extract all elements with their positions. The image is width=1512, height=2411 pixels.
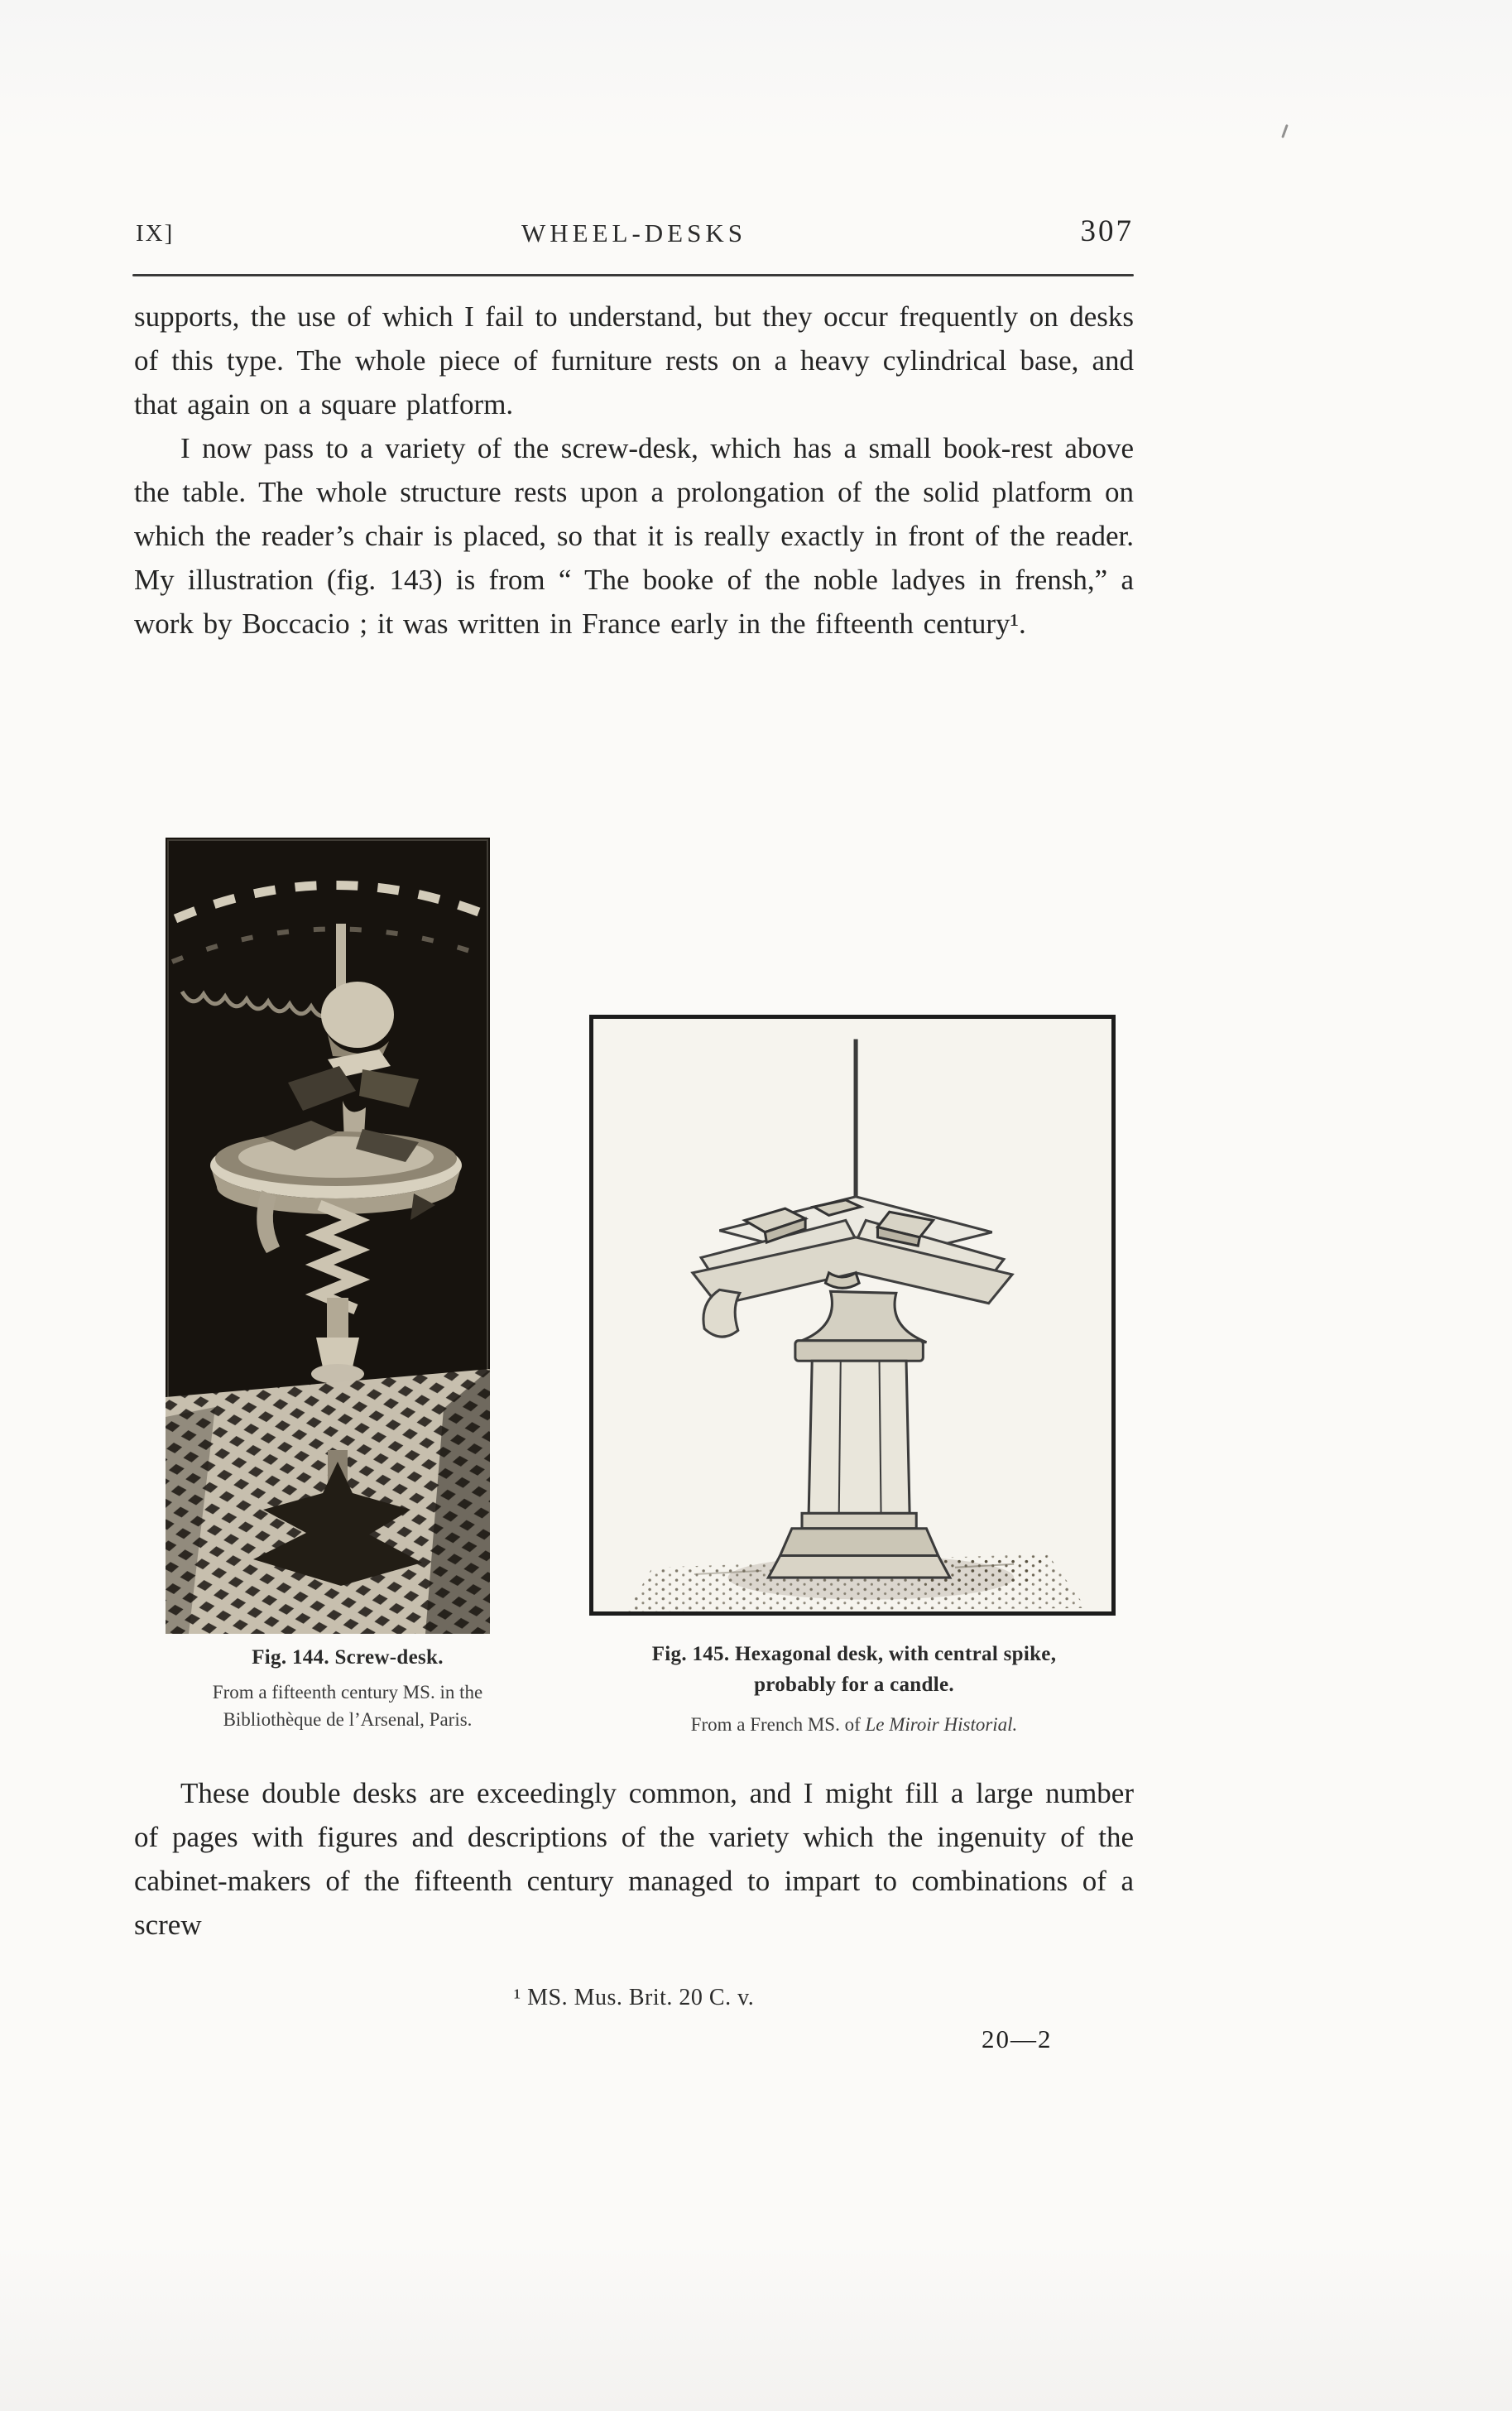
header-rule [132, 274, 1134, 276]
printers-signature: 20—2 [982, 2024, 1053, 2053]
caption-source-line [579, 1711, 1129, 1738]
chapter-number: IX] [136, 220, 175, 247]
caption-source-line: From a fifteenth century MS. in the [212, 1682, 483, 1703]
fig-144-image [166, 838, 490, 1634]
caption-title-line: Fig. 145. Hexagonal desk, with central spike, [651, 1643, 1057, 1665]
caption-source-line: Bibliothèque de l’Arsenal, Paris. [223, 1709, 473, 1730]
paragraph-double-desks: These double desks are exceedingly common, and I might fill a large number of pages with figures and descriptions of the variety which the ingenuity of the cabinet-makers of the fifteenth century managed to impart to combinations of a screw [134, 1777, 1134, 1941]
caption-source-title-italic: Le Miroir Historial. [865, 1714, 1018, 1735]
body-text-upper [134, 295, 1134, 646]
caption-title: Fig. 144. Screw-desk. [252, 1646, 444, 1669]
figure-145-hexagonal-desk [589, 1015, 1116, 1616]
caption-title-line: probably for a candle. [754, 1674, 954, 1696]
caption-source-prefix: From a French MS. of [690, 1714, 866, 1735]
footnote: ¹ MS. Mus. Brit. 20 C. v. [513, 1985, 755, 2010]
page-number: 307 [1080, 214, 1134, 248]
paragraph-screw-desk: I now pass to a variety of the screw-desk, which has a small book-rest above the table. The whole structure rests upon a prolongation of the solid platform on which the reader’s chair is placed, so that it is really exactly in front of the reader. My illustration (fig. 143) is from “ The booke of the noble ladyes in frensh,” a work by Boccacio ; it was written in France early in the fifteenth century¹. [134, 432, 1134, 640]
scan-artifact-mark [1281, 124, 1289, 138]
running-header [134, 214, 1134, 253]
running-title: WHEEL-DESKS [521, 219, 746, 247]
paragraph-continuation: supports, the use of which I fail to understand, but they occur frequently on desks of this type. The whole piece of furniture rests on a heavy cylindrical base, and that again on a square platform. [134, 300, 1134, 420]
body-text-lower [134, 1771, 1134, 1947]
caption-fig-144 [124, 1642, 571, 1733]
figure-144-screw-desk [166, 838, 490, 1634]
caption-fig-145 [579, 1639, 1129, 1738]
fig-145-image [593, 1019, 1111, 1611]
